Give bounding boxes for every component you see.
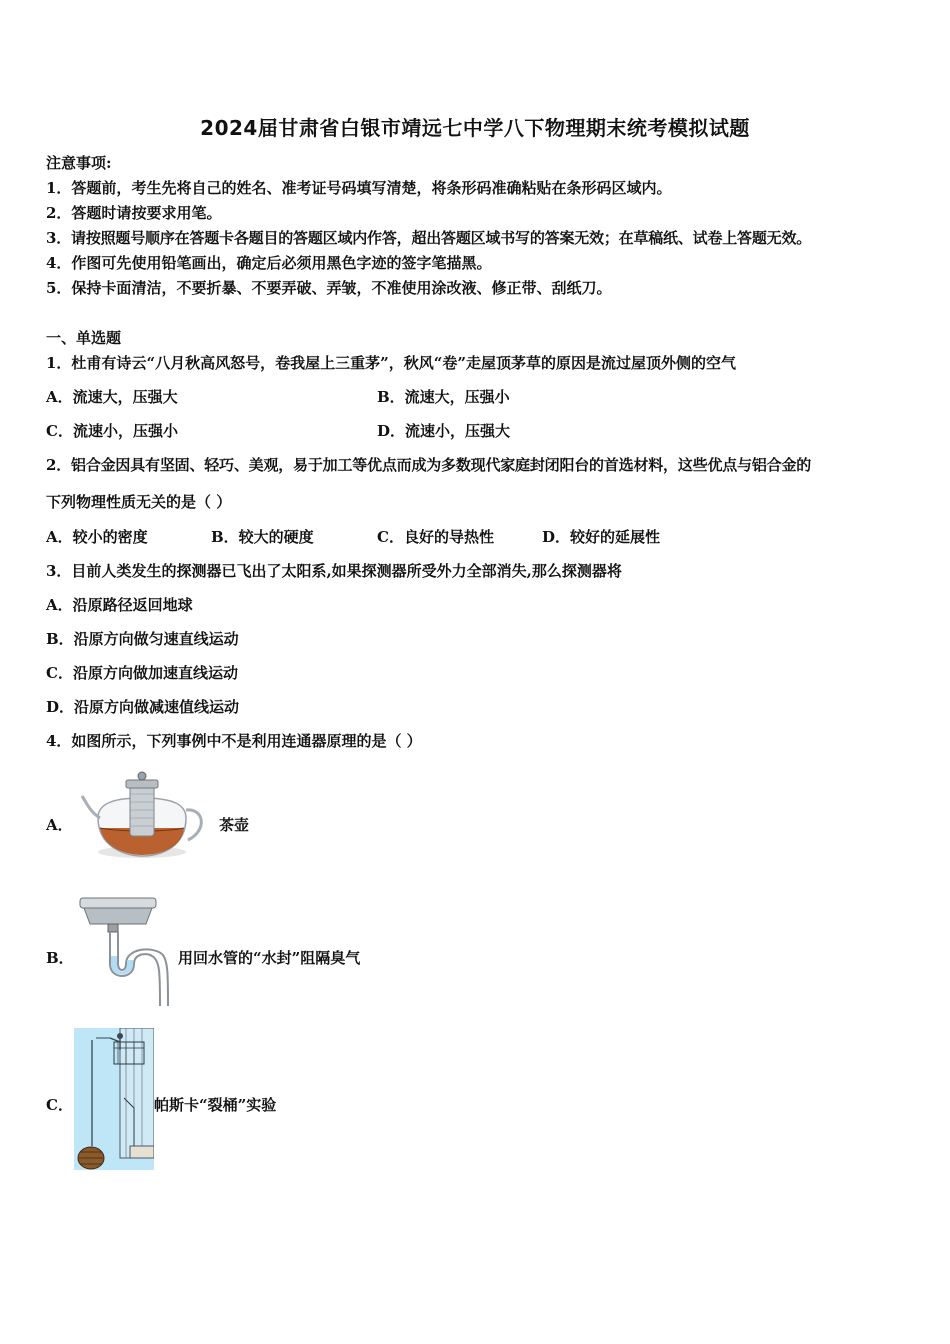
question-2-stem-line1: 2．铝合金因具有坚固、轻巧、美观，易于加工等优点而成为多数现代家庭封闭阳台的首选材料，这些优点与铝合金的 (46, 456, 812, 474)
notice-item-4: 4．作图可先使用铅笔画出，确定后必须用黑色字迹的签字笔描黑。 (46, 254, 492, 272)
question-1-option-b[interactable]: B．流速大，压强小 (377, 388, 510, 406)
question-4-option-b-letter[interactable]: B． (46, 949, 74, 967)
question-2-option-b[interactable]: B．较大的硬度 (211, 528, 314, 546)
question-4-option-a-letter[interactable]: A． (46, 816, 73, 834)
question-1-option-a[interactable]: A．流速大，压强大 (46, 388, 178, 406)
section-title: 一、单选题 (46, 329, 122, 347)
teapot-illustration (80, 768, 210, 860)
question-3-option-d[interactable]: D．沿原方向做减速值线运动 (46, 698, 240, 716)
question-1-option-d[interactable]: D．流速小，压强大 (377, 422, 511, 440)
sink-trap-illustration (76, 894, 172, 1008)
question-3-option-b[interactable]: B．沿原方向做匀速直线运动 (46, 630, 239, 648)
notice-heading: 注意事项: (46, 154, 112, 172)
question-4-option-b-caption: 用回水管的“水封”阻隔臭气 (178, 949, 361, 967)
question-3-option-c[interactable]: C．沿原方向做加速直线运动 (46, 664, 238, 682)
question-3-stem: 3．目前人类发生的探测器已飞出了太阳系,如果探测器所受外力全部消失,那么探测器将 (46, 562, 622, 580)
question-3-option-a[interactable]: A．沿原路径返回地球 (46, 596, 193, 614)
page-title: 2024届甘肃省白银市靖远七中学八下物理期末统考模拟试题 (200, 116, 750, 140)
question-4-option-c-caption: 帕斯卡“裂桶”实验 (154, 1096, 277, 1114)
question-2-option-a[interactable]: A．较小的密度 (46, 528, 148, 546)
question-4-option-a-caption: 茶壶 (219, 816, 250, 834)
question-4-stem: 4．如图所示，下列事例中不是利用连通器原理的是（ ） (46, 732, 422, 750)
notice-item-2: 2．答题时请按要求用笔。 (46, 204, 222, 222)
notice-item-3: 3．请按照题号顺序在答题卡各题目的答题区域内作答，超出答题区域书写的答案无效；在草稿纸、试卷上答题无效。 (46, 229, 812, 247)
pascal-barrel-illustration (74, 1028, 154, 1170)
notice-item-1: 1．答题前，考生先将自己的姓名、准考证号码填写清楚，将条形码准确粘贴在条形码区域内。 (46, 179, 672, 197)
question-2-option-d[interactable]: D．较好的延展性 (542, 528, 661, 546)
question-1-option-c[interactable]: C．流速小，压强小 (46, 422, 178, 440)
question-1-stem: 1．杜甫有诗云“八月秋高风怒号，卷我屋上三重茅”，秋风“卷”走屋顶茅草的原因是流过屋顶外侧的空气 (46, 354, 736, 372)
question-2-stem-line2: 下列物理性质无关的是（ ） (46, 493, 232, 511)
notice-item-5: 5．保持卡面清洁，不要折暴、不要弄破、弄皱，不准使用涂改液、修正带、刮纸刀。 (46, 279, 612, 297)
question-2-option-c[interactable]: C．良好的导热性 (377, 528, 494, 546)
question-4-option-c-letter[interactable]: C． (46, 1096, 73, 1114)
